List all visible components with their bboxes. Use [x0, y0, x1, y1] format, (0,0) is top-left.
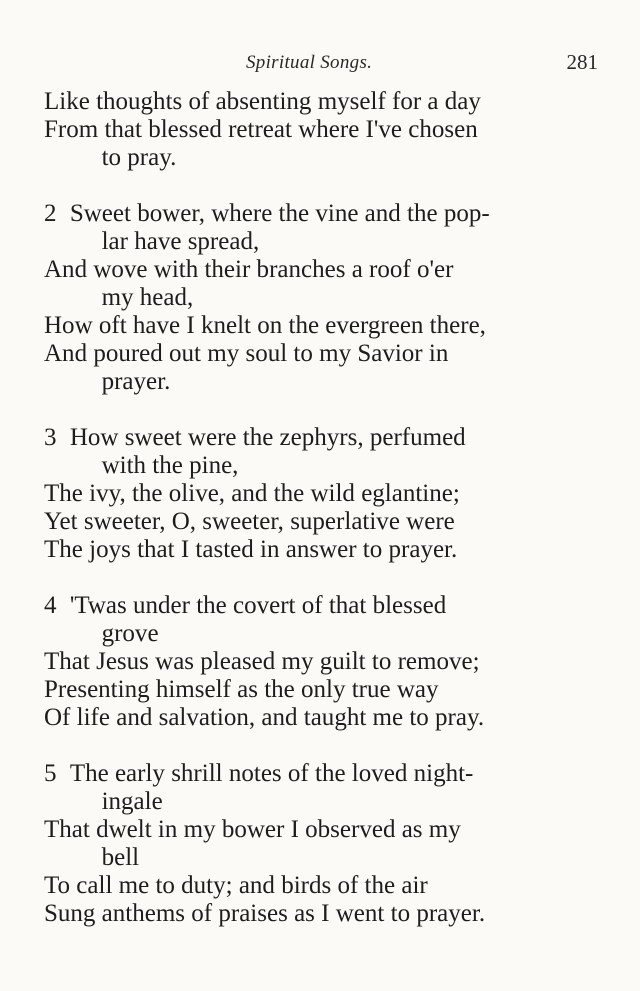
verse-line-text: to pray. — [101, 144, 177, 171]
verse-line — [44, 284, 600, 312]
verse-line — [44, 676, 600, 704]
stanza-number: 4 — [44, 592, 57, 619]
verse-line — [44, 760, 600, 788]
verse-line-text: with the pine, — [101, 452, 239, 479]
verse-line — [44, 536, 600, 564]
verse-line — [44, 116, 600, 144]
stanza-number: 5 — [44, 760, 57, 787]
running-title: Spiritual Songs. — [246, 52, 373, 73]
verse-line-text: bell — [101, 844, 140, 871]
verse-line — [44, 592, 600, 620]
verse-line-text: From that blessed retreat where I've chosen — [44, 116, 478, 143]
verse-line — [44, 844, 600, 872]
verse-line-text: Sung anthems of praises as I went to prayer. — [44, 900, 486, 927]
verse-line-text: How oft have I knelt on the evergreen there, — [44, 312, 486, 339]
verse-line-text: And poured out my soul to my Savior in — [44, 340, 449, 367]
verse-line — [44, 480, 600, 508]
verse-line — [44, 452, 600, 480]
stanza-number: 3 — [44, 424, 57, 451]
verse-line-text: Sweet bower, where the vine and the pop- — [69, 200, 490, 227]
verse-line-text: Like thoughts of absenting myself for a day — [44, 88, 481, 115]
verse-line-text: prayer. — [101, 368, 171, 395]
verse-line — [44, 620, 600, 648]
page-number: 281 — [566, 50, 598, 74]
verse-line-text: That Jesus was pleased my guilt to remove; — [44, 648, 480, 675]
verse-line-text: The early shrill notes of the loved night- — [69, 760, 474, 787]
verse-line — [44, 424, 600, 452]
verse-line-text: grove — [101, 620, 159, 647]
verse-line-text: Yet sweeter, O, sweeter, superlative were — [44, 508, 455, 535]
verse-line-text: And wove with their branches a roof o'er — [44, 256, 454, 283]
verse-line — [44, 144, 600, 172]
stanza — [44, 760, 604, 928]
page-header — [0, 50, 640, 78]
stanza — [44, 200, 604, 396]
verse-line — [44, 340, 600, 368]
verse-line-text: Presenting himself as the only true way — [44, 676, 439, 703]
verse-line — [44, 508, 600, 536]
hymn-text — [44, 88, 604, 928]
verse-line-text: Of life and salvation, and taught me to pray. — [44, 704, 485, 731]
verse-line — [44, 900, 600, 928]
verse-line-text: 'Twas under the covert of that blessed — [69, 592, 447, 619]
verse-line — [44, 816, 600, 844]
stanza — [44, 88, 604, 172]
verse-line-text: lar have spread, — [101, 228, 260, 255]
verse-line — [44, 872, 600, 900]
verse-line — [44, 200, 600, 228]
verse-line-text: To call me to duty; and birds of the air — [44, 872, 428, 899]
verse-line-text: How sweet were the zephyrs, perfumed — [69, 424, 466, 451]
verse-line — [44, 648, 600, 676]
verse-line — [44, 312, 600, 340]
verse-line — [44, 788, 600, 816]
verse-line-text: ingale — [101, 788, 163, 815]
stanza — [44, 592, 604, 732]
verse-line-text: The joys that I tasted in answer to prayer. — [44, 536, 458, 563]
verse-line-text: That dwelt in my bower I observed as my — [44, 816, 461, 843]
verse-line — [44, 368, 600, 396]
verse-line — [44, 228, 600, 256]
verse-line — [44, 88, 600, 116]
verse-line-text: my head, — [101, 284, 194, 311]
stanza-number: 2 — [44, 200, 57, 227]
verse-line — [44, 256, 600, 284]
stanza — [44, 424, 604, 564]
verse-line — [44, 704, 600, 732]
verse-line-text: The ivy, the olive, and the wild eglantine; — [44, 480, 460, 507]
